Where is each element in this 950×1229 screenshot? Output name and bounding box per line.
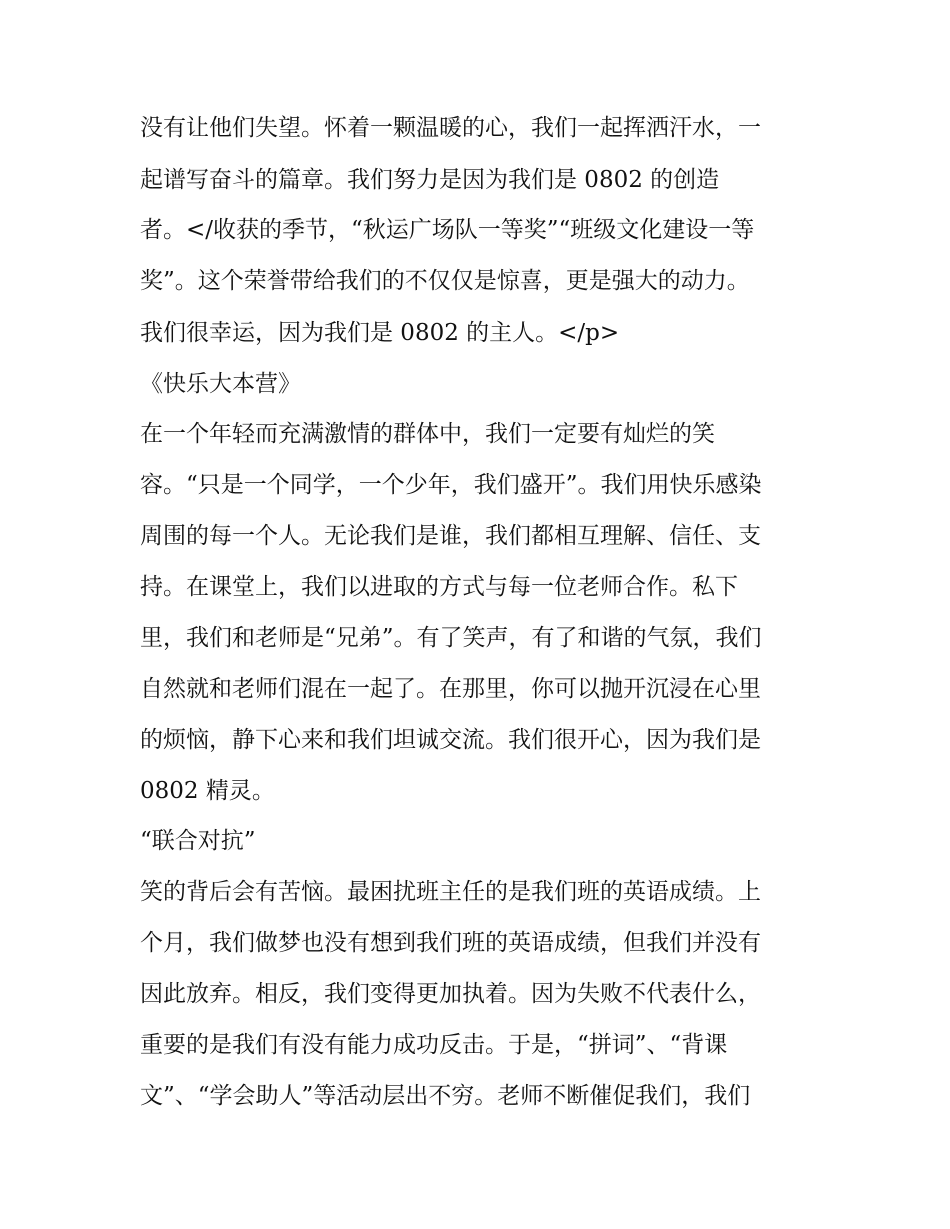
text-line: 的烦恼，静下心来和我们坦诚交流。我们很开心，因为我们是 [140,727,761,753]
text-line: 容。“只是一个同学，一个少年，我们盛开”。我们用快乐感染 [140,472,762,498]
text-line: 没有让他们失望。怀着一颗温暖的心，我们一起挥洒汗水，一 [140,115,761,141]
text-line: 自然就和老师们混在一起了。在那里，你可以抛开沉浸在心里 [140,676,761,702]
text-line: 笑的背后会有苦恼。最困扰班主任的是我们班的英语成绩。上 [140,879,761,905]
text-line: 我们很幸运，因为我们是 0802 的主人。</p> [140,320,620,346]
section-heading: 《快乐大本营》 [140,371,301,397]
text-line: 个月，我们做梦也没有想到我们班的英语成绩，但我们并没有 [140,930,761,956]
text-line: 奖”。这个荣誉带给我们的不仅仅是惊喜，更是强大的动力。 [140,268,750,294]
section-heading: “联合对抗” [140,828,256,854]
text-line: 文”、“学会助人”等活动层出不穷。老师不断催促我们，我们 [140,1083,751,1109]
text-line: 者。</收获的季节，“秋运广场队一等奖”“班级文化建设一等 [140,217,755,243]
text-line: 重要的是我们有没有能力成功反击。于是，“拼词”、“背课 [140,1032,728,1058]
text-line: 周围的每一个人。无论我们是谁，我们都相互理解、信任、支 [140,523,761,549]
text-line: 因此放弃。相反，我们变得更加执着。因为失败不代表什么， [140,981,761,1007]
text-line: 持。在课堂上，我们以进取的方式与每一位老师合作。私下 [140,574,738,600]
text-line: 起谱写奋斗的篇章。我们努力是因为我们是 0802 的创造 [140,167,720,193]
text-line: 0802 精灵。 [140,778,275,804]
text-line: 里，我们和老师是“兄弟”。有了笑声，有了和谐的气氛，我们 [140,625,762,651]
text-line: 在一个年轻而充满激情的群体中，我们一定要有灿烂的笑 [140,421,715,447]
